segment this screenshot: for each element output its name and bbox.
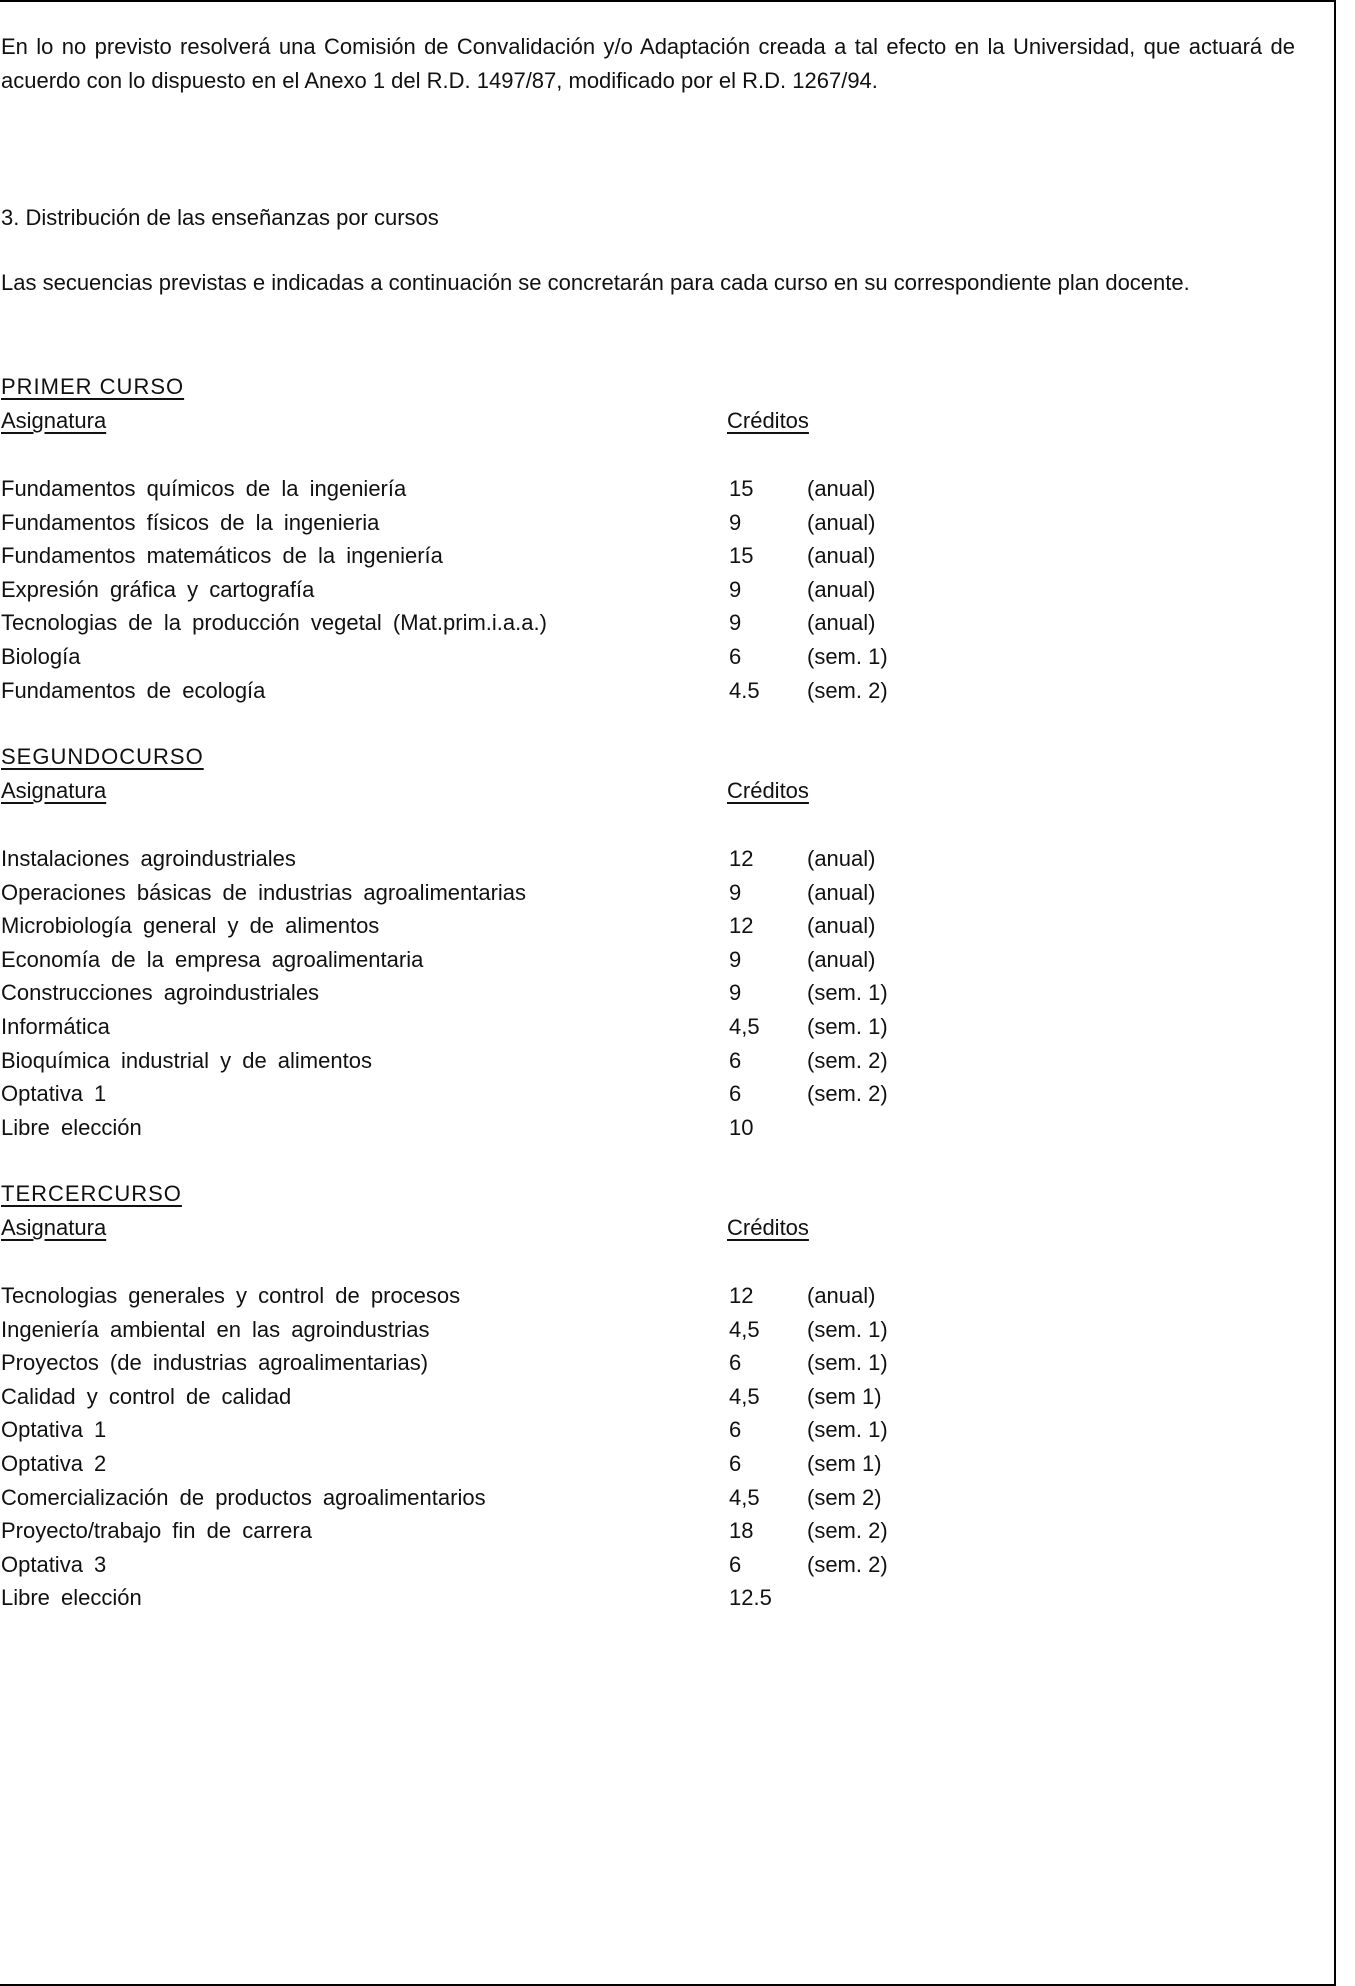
- section-heading: 3. Distribución de las enseñanzas por cursos: [1, 205, 439, 230]
- column-header-asignatura: Asignatura: [1, 778, 107, 803]
- course-rows: [1, 1279, 1001, 1615]
- table-row: [1, 876, 1001, 910]
- subject-credits: 4.5: [729, 677, 760, 703]
- course-header-row: [1, 404, 1001, 438]
- subject-credits: 9: [729, 576, 742, 602]
- table-row: [1, 674, 1001, 708]
- subject-name: Optativa 1: [1, 1417, 107, 1443]
- table-row: [1, 573, 1001, 607]
- subject-name: Microbiología general y de alimentos: [1, 913, 380, 939]
- subject-period: (sem. 2): [807, 1518, 888, 1544]
- course-rows: [1, 472, 1001, 707]
- subject-credits: 6: [729, 1081, 742, 1107]
- table-row: [1, 842, 1001, 876]
- table-row: [1, 472, 1001, 506]
- column-header-creditos: Créditos: [727, 1215, 809, 1240]
- table-row: [1, 1481, 1001, 1515]
- subject-name: Instalaciones agroindustriales: [1, 846, 296, 871]
- subject-name: Informática: [1, 1013, 110, 1039]
- subject-period: (sem 1): [807, 1383, 882, 1409]
- subject-period: (anual): [807, 913, 876, 939]
- table-row: [1, 1077, 1001, 1111]
- subject-period: (anual): [807, 946, 876, 972]
- secuencias-paragraph: Las secuencias previstas e indicadas a continuación se concretarán para cada curso en su correspondiente plan docente.: [1, 270, 1190, 295]
- subject-period: (sem 2): [807, 1484, 882, 1510]
- subject-credits: 6: [729, 1350, 742, 1376]
- subject-credits: 9: [729, 946, 742, 972]
- subject-name: Optativa 2: [1, 1450, 107, 1476]
- column-header-creditos: Créditos: [727, 408, 809, 433]
- subject-period: (anual): [807, 610, 876, 636]
- table-row: [1, 506, 1001, 540]
- subject-period: (sem. 2): [807, 1081, 888, 1107]
- table-row: [1, 1346, 1001, 1380]
- subject-name: Optativa 1: [1, 1081, 107, 1107]
- course-title: TERCERCURSO: [1, 1181, 182, 1206]
- subject-name: Expresión gráfica y cartografía: [1, 576, 315, 602]
- subject-name: Comercialización de productos agroalimentarios: [1, 1484, 486, 1510]
- table-row: [1, 1044, 1001, 1078]
- subject-period: (sem. 1): [807, 1013, 888, 1039]
- table-row: [1, 1279, 1001, 1313]
- table-row: [1, 1514, 1001, 1548]
- subject-credits: 12: [729, 1283, 754, 1308]
- subject-credits: 15: [729, 476, 754, 501]
- course-header-row: [1, 774, 1001, 808]
- subject-credits: 6: [729, 1450, 742, 1476]
- subject-period: (anual): [807, 879, 876, 905]
- subject-period: (sem. 1): [807, 1350, 888, 1376]
- subject-credits: 6: [729, 1417, 742, 1443]
- subject-period: (anual): [807, 576, 876, 602]
- table-row: [1, 1380, 1001, 1414]
- course-block-tercer: [1, 1177, 1001, 1615]
- table-row: [1, 943, 1001, 977]
- subject-name: Bioquímica industrial y de alimentos: [1, 1047, 372, 1073]
- course-block-primer: [1, 370, 1001, 707]
- subject-period: (anual): [807, 846, 876, 871]
- subject-name: Ingeniería ambiental en las agroindustrias: [1, 1316, 430, 1342]
- subject-credits: 12.5: [729, 1585, 772, 1611]
- subject-period: (sem. 2): [807, 677, 888, 703]
- course-title: PRIMER CURSO: [1, 374, 185, 399]
- table-row: [1, 1447, 1001, 1481]
- column-header-asignatura: Asignatura: [1, 1215, 107, 1240]
- subject-credits: 6: [729, 1551, 742, 1577]
- subject-period: (anual): [807, 1283, 876, 1308]
- subject-name: Optativa 3: [1, 1551, 107, 1577]
- course-block-segundo: [1, 740, 1001, 1144]
- subject-name: Libre elección: [1, 1114, 142, 1140]
- subject-credits: 4,5: [729, 1316, 760, 1342]
- subject-name: Proyectos (de industrias agroalimentarias): [1, 1350, 429, 1376]
- subject-period: (sem. 2): [807, 1047, 888, 1073]
- subject-credits: 15: [729, 543, 754, 569]
- subject-credits: 12: [729, 913, 754, 939]
- subject-credits: 18: [729, 1518, 754, 1544]
- course-header-row: [1, 1211, 1001, 1245]
- column-header-creditos: Créditos: [727, 778, 809, 803]
- subject-period: (anual): [807, 543, 876, 569]
- subject-credits: 9: [729, 610, 742, 636]
- subject-credits: 6: [729, 643, 742, 669]
- subject-period: (sem. 2): [807, 1551, 888, 1577]
- table-row: [1, 1413, 1001, 1447]
- subject-name: Fundamentos físicos de la ingenieria: [1, 509, 380, 535]
- subject-period: (anual): [807, 509, 876, 535]
- subject-name: Operaciones básicas de industrias agroalimentarias: [1, 879, 527, 905]
- subject-name: Construcciones agroindustriales: [1, 980, 320, 1006]
- subject-credits: 6: [729, 1047, 742, 1073]
- table-row: [1, 1010, 1001, 1044]
- table-row: [1, 1548, 1001, 1582]
- subject-period: (sem 1): [807, 1450, 882, 1476]
- subject-credits: 9: [729, 980, 742, 1006]
- table-row: [1, 909, 1001, 943]
- subject-period: (anual): [807, 476, 876, 501]
- subject-name: Calidad y control de calidad: [1, 1383, 292, 1409]
- table-row: [1, 1581, 1001, 1615]
- intro-paragraph: En lo no previsto resolverá una Comisión de Convalidación y/o Adaptación creada a tal efecto en la Universidad, que actuará de acuerdo con lo dispuesto en el Anexo 1 del R.D. 1497/87, modificado por el R.D. 1267/94.: [1, 34, 1295, 93]
- subject-credits: 9: [729, 879, 742, 905]
- subject-credits: 10: [729, 1114, 754, 1140]
- subject-credits: 4,5: [729, 1484, 760, 1510]
- subject-name: Tecnologias generales y control de procesos: [1, 1283, 461, 1308]
- course-rows: [1, 842, 1001, 1144]
- subject-name: Biología: [1, 643, 81, 669]
- subject-name: Economía de la empresa agroalimentaria: [1, 946, 424, 972]
- subject-period: (sem. 1): [807, 980, 888, 1006]
- table-row: [1, 606, 1001, 640]
- table-row: [1, 640, 1001, 674]
- subject-name: Fundamentos químicos de la ingeniería: [1, 476, 407, 501]
- table-row: [1, 1313, 1001, 1347]
- subject-credits: 9: [729, 509, 742, 535]
- table-row: [1, 539, 1001, 573]
- subject-period: (sem. 1): [807, 1417, 888, 1443]
- subject-name: Libre elección: [1, 1585, 142, 1611]
- subject-credits: 12: [729, 846, 754, 871]
- subject-name: Proyecto/trabajo fin de carrera: [1, 1518, 312, 1544]
- table-row: [1, 976, 1001, 1010]
- subject-credits: 4,5: [729, 1383, 760, 1409]
- subject-credits: 4,5: [729, 1013, 760, 1039]
- subject-period: (sem. 1): [807, 643, 888, 669]
- subject-name: Tecnologias de la producción vegetal (Mat.prim.i.a.a.): [1, 610, 547, 636]
- table-row: [1, 1111, 1001, 1145]
- subject-period: (sem. 1): [807, 1316, 888, 1342]
- subject-name: Fundamentos matemáticos de la ingeniería: [1, 543, 443, 569]
- column-header-asignatura: Asignatura: [1, 408, 107, 433]
- course-title: SEGUNDOCURSO: [1, 744, 204, 769]
- subject-name: Fundamentos de ecología: [1, 677, 266, 703]
